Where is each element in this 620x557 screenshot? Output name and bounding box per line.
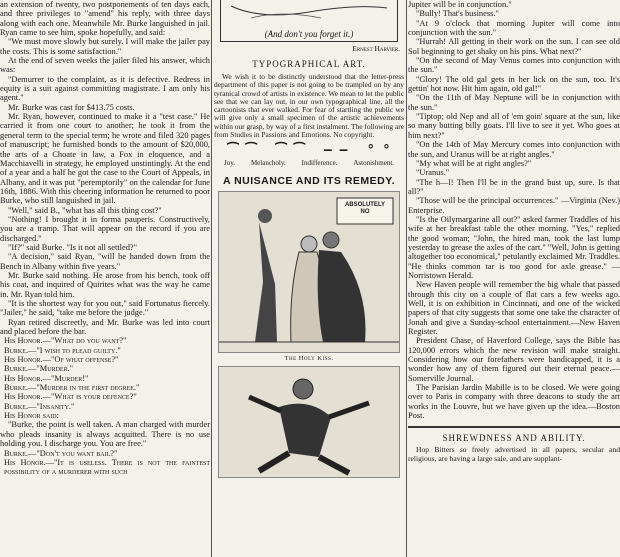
dialogue-line: Burke.—"Don't you want bail?" [4, 448, 118, 458]
paragraph-discharge: "Burke, the point is well taken. A man charged with murder who pleads insanity is always acquitted. There is no use holding you. I discharge you. You are free." [0, 420, 210, 449]
indifference-face-icon: — — [323, 143, 348, 159]
dialogue-line: Burke.—"I wish to plead guilty." [4, 345, 121, 355]
paragraph-retired: Ryan retired discreetly, and Mr. Burke was led into court and placed before the bar. [0, 317, 210, 337]
advertisement-heading: SHREWDNESS AND ABILITY. [442, 433, 586, 444]
holy-kiss-engraving [219, 192, 399, 352]
dialogue-line: His Honor.—"Murder!" [4, 373, 89, 383]
cartoon-fragment-illustration [221, 4, 397, 24]
emotion-caption: Joy. [223, 159, 235, 168]
dialogue-paragraph: "Hurrah! All getting in their work on the sun. I can see old Sol beginning to get shaky on his pins. What next?" [408, 37, 620, 56]
dialogue-paragraph: "On the second of May Venus comes into conjunction with the sun." [408, 56, 620, 75]
joy-face-icon: ⁀ ⁀ [227, 143, 257, 159]
paragraph-slow: "We must move slowly but surely. I will make the jailer pay the costs. This is some satisfaction." [0, 37, 210, 56]
dialogue-paragraph: "On the 11th of May Neptune will be in conjunction with the sun." [408, 93, 620, 112]
emotion-caption: Astonishment. [353, 159, 395, 168]
column-middle [214, 0, 404, 557]
paragraph-intro: an extension of twenty, two postponements of ten days each, and three privileges to "amend" his reply, with three days along with each one. Meanwhile Mr. Burke languished in jail. Ryan came to see him, spoke hopefully, and said: [0, 0, 210, 38]
bible-errors-paragraph: President Chase, of Haverford College, says the Bible has 120,000 errors which the new revision will make straight. Considering how our forefathers were handicapped, it is a wonder how any of them figured out their eternal peace.—Somerville Journal. [408, 336, 620, 383]
dialogue-paragraph: Jupiter will be in conjunction." [408, 0, 512, 9]
paragraph-seven-weeks: At the end of seven weeks the jailer filed his answer, which was: [0, 56, 210, 75]
column-right [408, 0, 620, 557]
dialogue-line: Burke.—"Insanity." [4, 401, 75, 411]
dialogue-paragraph: "Those will be the principal occurrences." —Virginia (Nev.) Enterprise. [408, 196, 620, 215]
advertisement-box [408, 426, 620, 463]
dialogue-paragraph: "At 9 o'clock that morning Jupiter will come into conjunction with the sun." [408, 18, 620, 38]
holy-kiss-caption: The Holy Kiss. [284, 355, 334, 363]
traddles-paragraph: "Is the Oilymargarine all out?" asked farmer Traddles of his wife at her breakfast table the other morning. "Yes," replied the good woman; "John, the hired man, took the last lump yesterday to grease the axles of the cart." "Well, John is getting altogether too economical," petulantly exclaimed Mr. Traddles. "He thinks common tar is too good for axle grease." —Norristown Herald. [408, 214, 620, 280]
paragraph-decision: "A decision," said Ryan, "will be handed down from the Bench in Albany within five years." [0, 252, 210, 271]
dialogue-paragraph: "My what will be at right angles?" [416, 158, 532, 168]
falling-man-engraving [219, 367, 399, 477]
emotion-caption: Indifference. [301, 159, 338, 168]
dialogue-line: His Honor.—"Of what offense?" [4, 355, 119, 365]
falling-man-illustration [218, 366, 400, 478]
melancholy-face-icon: ⁀ ⁀ [275, 143, 305, 159]
dialogue-line: His Honor.—"What do you want?" [4, 336, 127, 346]
paragraph-arose: Mr. Burke said nothing. He arose from his bench, took off his coat, and inquired of Quirites what was the way he came in. Mr. Ryan told him. [0, 270, 210, 299]
dialogue-paragraph: "Glory! The old gal gets in her lick on the sun, too. It's gettin' hot now. Hit him again, old gal!" [408, 74, 620, 94]
cartoon-frame-top [220, 0, 398, 42]
astonishment-face-icon: ° ° [366, 143, 391, 159]
dialogue-paragraph: "Uranus." [416, 168, 450, 178]
dialogue-paragraph: "The h—l! Then I'll be in the grand bust up, sure. Is that all?" [408, 177, 620, 196]
paragraph-shortest-way: "It is the shortest way for you out," said Fortunatus fiercely. "Jailer," he said, "take me before the judge." [0, 299, 210, 318]
sign-text: ABSOLUTELY NO [344, 202, 386, 216]
paragraph-demurrer: "Demurrer to the complaint, as it is defective. Redress in equity is a suit against committing magistrate. I am only his agent." [0, 74, 210, 103]
advertisement-body: Hop Bitters so freely advertised in all papers, secular and religious, are having a large sale, and are supplant- [408, 445, 620, 464]
dialogue-paragraph: "Tiptop; old Nep and all of 'em goin' square at the sun, like so many butting billy goats. I'll live to see it yet. Who goes at him next?" [408, 112, 620, 140]
nuisance-heading: A NUISANCE AND ITS REMEDY. [222, 175, 396, 188]
dialogue-paragraph: "Bully! That's business." [416, 9, 499, 19]
paragraph-test-case: Mr. Ryan, however, continued to make it a "test case." He carried it from one court to another; he took it from the general term to the special term; he wrote and filed 320 pages of manuscript; he furnished bonds to the amount of $20,000, the arts of a Choate in law, a Fox in eloquence, and a Macchiavelli in strategy, he employed unstintingly. At the end of a year and a half he got the case to the Court of Appeals, in Albany, and it was put "peremptorily" on the calendar for June 16th, 1886. With this cheering information he returned to poor Burke, who still languished in jail. [0, 112, 210, 206]
paragraph-well: "Well," said B., "what has all this thing cost?" [8, 205, 162, 215]
dialogue-line: Burke.—"Murder." [4, 364, 74, 374]
column-rule [406, 0, 407, 557]
emotion-glyph-row [218, 143, 400, 158]
typographical-art-body: We wish it to be distinctly understood that the letter-press department of this paper is not going to be trampled on by any tyranical crowd of artists in existence. We mean to let the public see that we can lay out, in our own typographical line, all the cartoonists that ever walked. For fear of startling the public we will give only a small specimen of the artistic achievements within our grasp, by way of a first instalment. The following are from Studies in Passions and Emotions. No copyright. [214, 72, 404, 140]
holy-kiss-illustration [218, 191, 400, 353]
dialogue-line: His Honor.—"What is your defence?" [4, 392, 137, 402]
emotion-caption-row [216, 159, 402, 167]
dialogue-line: His Honor.—"It is useless. There is not the faintest possibility of a murderer with such [4, 457, 210, 477]
cartoon-signature: Ernest Harvier. [352, 44, 400, 53]
column-rule [211, 0, 212, 557]
mabille-paragraph: The Parisian Jardin Mabille is to be closed. We were going over to Paris in company with three deacons to study the art works in the Louvre, but we have given up the idea.—Boston Post. [408, 383, 620, 421]
dialogue-line: His Honor said: [4, 411, 59, 421]
emotion-caption: Melancholy. [250, 159, 286, 168]
paragraph-costs: Mr. Burke was cast for $413.75 costs. [8, 102, 135, 112]
dialogue-paragraph: "On the 14th of May Mercury comes into conjunction with the sun, and Uranus will be at right angles." [408, 140, 620, 159]
whale-paragraph: New Haven people will remember the big whale that passed through this city on a couple of flat cars a few weeks ago. Well, it is on exhibition in Cincinnati, and one of the wicked papers of that city suggests that some one take the character of Jonah and give a Sunday-school entertainment.—New Haven Register. [408, 280, 620, 337]
cartoon-caption: (And don't you forget it.) [264, 29, 354, 39]
paragraph-nothing: "Nothing! I brought it in forma pauperis. Constructively, you are a tramp. That will appear on the record if you are discharged." [0, 214, 210, 243]
typographical-art-heading: TYPOGRAPHICAL ART. [252, 59, 366, 69]
dialogue-line: Burke.—"Murder in the first degree." [4, 383, 140, 393]
column-left [0, 0, 210, 557]
paragraph-if: "If?" said Burke. "Is it not all settled?" [8, 242, 138, 252]
